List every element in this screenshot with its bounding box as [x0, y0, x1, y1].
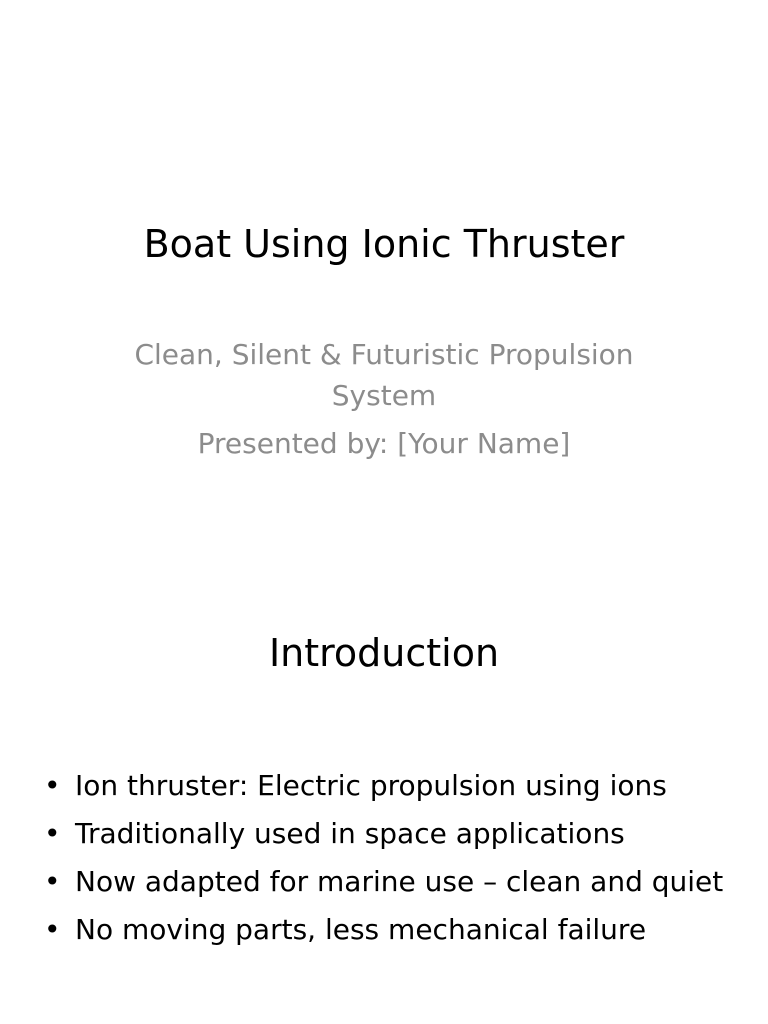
presentation-subtitle [104, 334, 664, 464]
presentation-title: Boat Using Ionic Thruster [143, 222, 625, 266]
bullet-icon: • [44, 817, 61, 850]
bullet-item [40, 762, 760, 810]
bullet-text: Ion thruster: Electric propulsion using ions [75, 769, 667, 802]
bullet-icon: • [44, 865, 61, 898]
subtitle-presenter: Presented by: [Your Name] [197, 427, 571, 460]
bullet-text: Now adapted for marine use – clean and quiet [75, 865, 724, 898]
bullet-icon: • [44, 769, 61, 802]
bullet-text: Traditionally used in space applications [75, 817, 625, 850]
bullet-item [40, 858, 760, 906]
bullet-icon: • [44, 913, 61, 946]
subtitle-tagline: Clean, Silent & Futuristic Propulsion System [134, 338, 634, 412]
bullet-item [40, 810, 760, 858]
bullet-item [40, 906, 760, 954]
bullet-list [40, 762, 760, 954]
bullet-text: No moving parts, less mechanical failure [75, 913, 647, 946]
slide-title: Introduction [268, 631, 500, 675]
introduction-slide [0, 576, 768, 1024]
